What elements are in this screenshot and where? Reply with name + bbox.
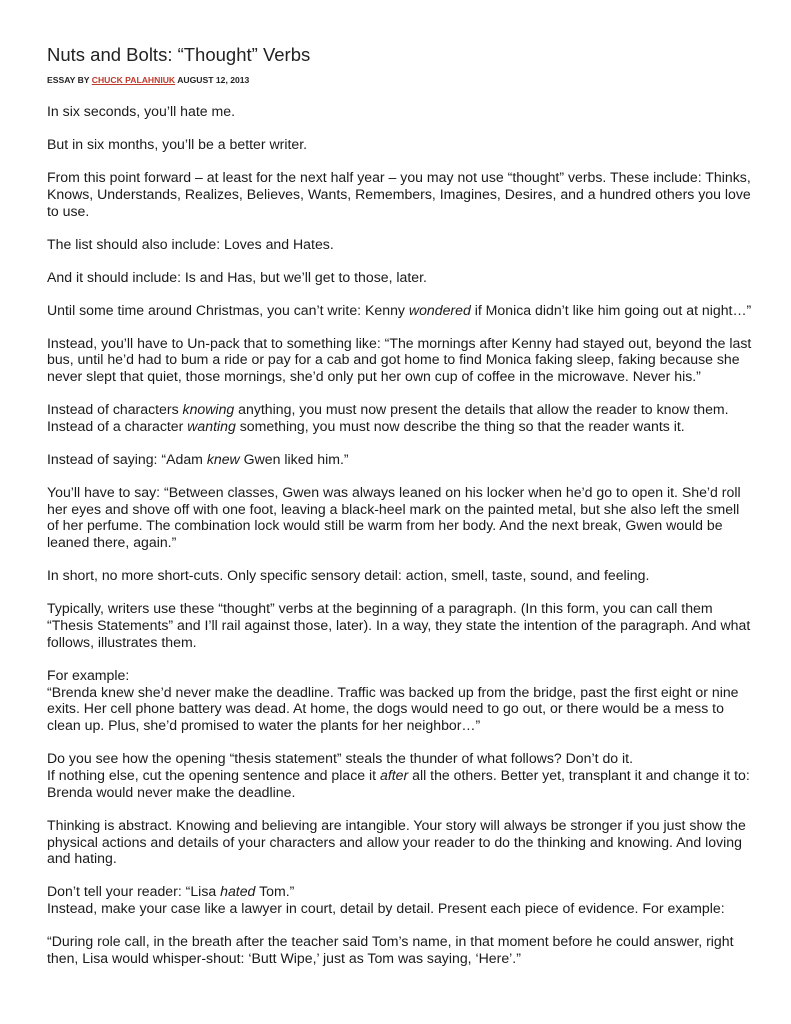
text-run: Until some time around Christmas, you can’t write: Kenny (47, 301, 409, 318)
paragraph-5: And it should include: Is and Has, but we’ll get to those, later. (47, 268, 427, 285)
text-line: “Brenda knew she’d never make the deadline. Traffic was backed up from the bridge, past the first eight or nine exits. Her cell phone battery was dead. At home, the dogs would need to go out, or there would be a mess to clean up. Plus, she’d promised to water the plants for her neighbor…” (47, 683, 739, 734)
paragraph-9 (47, 451, 752, 468)
text-line: Instead, make your case like a lawyer in court, detail by detail. Present each piece of evidence. For example: (47, 900, 725, 917)
byline-date: AUGUST 12, 2013 (175, 75, 250, 85)
emphasis: wanting (187, 417, 236, 434)
paragraph-10: You’ll have to say: “Between classes, Gwen was always leaned on his locker when he’d go to open it. She’d roll her eyes and shove off with one foot, leaving a black-heel mark on the painted metal, but she also left the smell of her perfume. The combination lock would still be warm from her body. And the next break, Gwen would be leaned there, again.” (47, 483, 741, 551)
paragraph-1: In six seconds, you’ll hate me. (47, 103, 236, 119)
paragraph-13 (47, 667, 752, 734)
emphasis: wondered (408, 301, 471, 318)
text-run: anything, you must now present the details that allow the reader to know them. Instead of a character (47, 401, 729, 434)
text-run: Instead of characters (47, 401, 183, 418)
paragraph-14 (47, 750, 752, 800)
paragraph-17: “During role call, in the breath after the teacher said Tom’s name, in that moment before he could answer, right then, Lisa would whisper-shout: ‘Butt Wipe,’ just as Tom was saying, ‘Here’.” (47, 933, 734, 966)
text-line: For example: (47, 666, 130, 683)
text-run: something, you must now describe the thing so that the reader wants it. (235, 417, 685, 434)
paragraph-3: From this point forward – at least for the next half year – you may not use “thought” verbs. These include: Thinks, Knows, Understands, Realizes, Believes, Wants, Remembers, Imagines, Desires, and a hundred others you love to use. (47, 168, 751, 219)
paragraph-11: In short, no more short-cuts. Only specific sensory detail: action, smell, taste, sound, and feeling. (47, 567, 650, 584)
paragraph-4: The list should also include: Loves and Hates. (47, 235, 334, 252)
emphasis: after (380, 766, 409, 783)
emphasis: hated (220, 883, 256, 900)
emphasis: knowing (182, 401, 235, 418)
paragraph-15: Thinking is abstract. Knowing and believing are intangible. Your story will always be stronger if you just show the physical actions and details of your characters and allow your reader to do the thinking and knowing. And loving and hating. (47, 816, 746, 867)
text-run: If nothing else, cut the opening sentence and place it (47, 766, 381, 783)
text-run: Tom.” (255, 883, 295, 900)
paragraph-8 (47, 401, 752, 435)
text-line: Do you see how the opening “thesis statement” steals the thunder of what follows? Don’t do it. (47, 750, 634, 767)
paragraph-16 (47, 883, 752, 917)
paragraph-7: Instead, you’ll have to Un-pack that to something like: “The mornings after Kenny had stayed out, beyond the last bus, until he’d had to bum a ride or pay for a cab and got home to find Monica faking sleep, faking because she never slept that quiet, those mornings, she’d only put her own cup of coffee in the microwave. Never his.” (47, 334, 752, 385)
author-link[interactable]: CHUCK PALAHNIUK (91, 75, 176, 85)
paragraph-12: Typically, writers use these “thought” verbs at the beginning of a paragraph. (In this form, you can call them “Thesis Statements” and I’ll rail against those, later). In a way, they state the intention of the paragraph. And what follows, illustrates them. (47, 600, 751, 650)
text-run: all the others. Better yet, transplant it and change it to: Brenda would never make the deadline. (47, 766, 750, 800)
text-run: Don’t tell your reader: “Lisa (47, 883, 221, 900)
byline (47, 75, 752, 85)
paragraph-2: But in six months, you’ll be a better writer. (47, 135, 308, 152)
byline-prefix: ESSAY BY (47, 75, 92, 85)
emphasis: knew (206, 450, 240, 467)
text-run: if Monica didn’t like him going out at night…” (470, 301, 752, 318)
article (47, 44, 752, 983)
paragraph-6 (47, 302, 752, 319)
text-run: Gwen liked him.” (239, 450, 349, 467)
page-title: Nuts and Bolts: “Thought” Verbs (47, 44, 311, 65)
text-run: Instead of saying: “Adam (47, 450, 207, 467)
